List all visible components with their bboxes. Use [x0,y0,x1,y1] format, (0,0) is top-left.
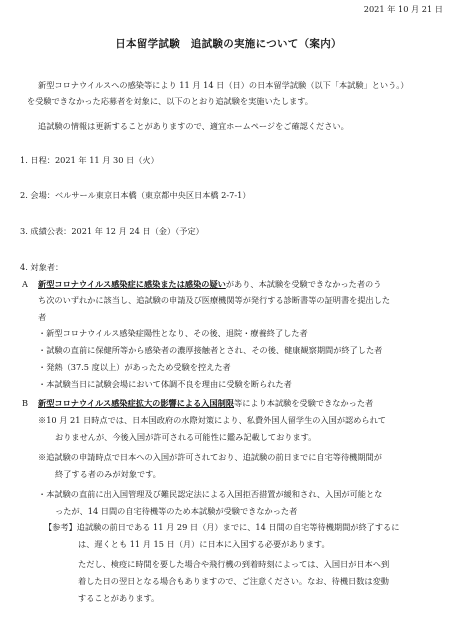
reference-line-5: することがあります。 [78,593,160,603]
section-b-note-2: おりませんが、今後入国が許可される可能性に鑑み記載しております。 [55,432,317,442]
reference-line-4: 着した日の翌日となる場合もありますので、ご注意ください。なお、待機日数は変動 [78,576,389,586]
section-b-note-3: ※追試験の申請時点で日本への入国が許可されており、追試験の前日までに自宅等待機期間が [38,452,382,462]
reference-line-1 [44,522,399,533]
section-b-heading-line [38,398,373,409]
section-b-marker: B [22,398,29,408]
section-a-line-2: 者 [38,312,47,322]
section-a-heading: 新型コロナウイルス感染症に感染または感染の疑い [38,279,226,289]
reference-line-3: ただし、検疫に時間を要した場合や飛行機の到着時刻によっては、入国日が日本へ到 [78,559,390,569]
section-a-bullet-2: ・試験の直前に保健所等から感染者の濃厚接触者とされ、その後、健康観察期間が終了した者 [38,345,383,355]
section-b-note-5: ・本試験の直前に出入国管理及び難民認定法による入国拒否措置が緩和され、入国が可能とな [38,489,383,499]
venue-item: 2. 会場：ベルサール東京日本橋（東京都中央区日本橋 2-7-1） [20,190,251,200]
section-a-bullet-3: ・発熱（37.5 度以上）があったため受験を控えた者 [38,362,231,372]
schedule-item: 1. 日程：2021 年 11 月 30 日（火） [20,155,159,165]
target-heading: 4. 対象者： [20,262,64,272]
section-a-bullet-4: ・本試験当日に試験会場において体調不良を理由に受験を断られた者 [38,379,292,389]
document-title: 日本留学試験 追試験の実施について（案内） [115,38,342,50]
section-b-note-4: 終了する者のみが対象です。 [55,469,161,479]
document-date: 2021 年 10 月 21 日 [363,4,443,14]
reference-line-2: は、遅くとも 11 月 15 日（月）に日本に入国する必要があります。 [78,539,330,549]
section-b-heading: 新型コロナウイルス感染症拡大の影響による入国制限 [38,398,235,408]
section-b-note-1: ※10 月 21 日時点では、日本国政府の水際対策により、私費外国人留学生の入国が認められて [38,415,386,425]
section-a-heading-line [38,279,381,290]
section-a-bullet-1: ・新型コロナウイルス感染症陽性となり、その後、退院・療養終了した者 [38,328,308,338]
section-a-line-1: ち次のいずれかに該当し、追試験の申請及び医療機関等が発行する診断書等の証明書を提出した [38,295,391,305]
intro-line-2: を受験できなかった応募者を対象に、以下のとおり追試験を実施いたします。 [27,96,313,106]
intro-line-3: 追試験の情報は更新することがありますので、適宜ホームページをご確認ください。 [38,121,349,131]
section-b-heading-rest: 等により本試験を受験できなかった者 [234,398,374,408]
intro-line-1: 新型コロナウイルスへの感染等により 11 月 14 日（日）の日本留学試験（以下「本試験」という。） [38,80,409,90]
results-item: 3. 成績公表：2021 年 12 月 24 日（金）（予定） [20,226,204,236]
section-b-note-6: ったが、14 日間の自宅待機等のため本試験が受験できなかった者 [55,506,298,516]
reference-label: 【参考】 [44,522,77,532]
reference-text-1: 追試験の前日である 11 月 29 日（月）までに、14 日間の自宅等待機期間が終了するに [76,522,400,532]
section-a-marker: A [22,279,28,289]
section-a-heading-rest: があり、本試験を受験できなかった者のう [225,279,382,289]
